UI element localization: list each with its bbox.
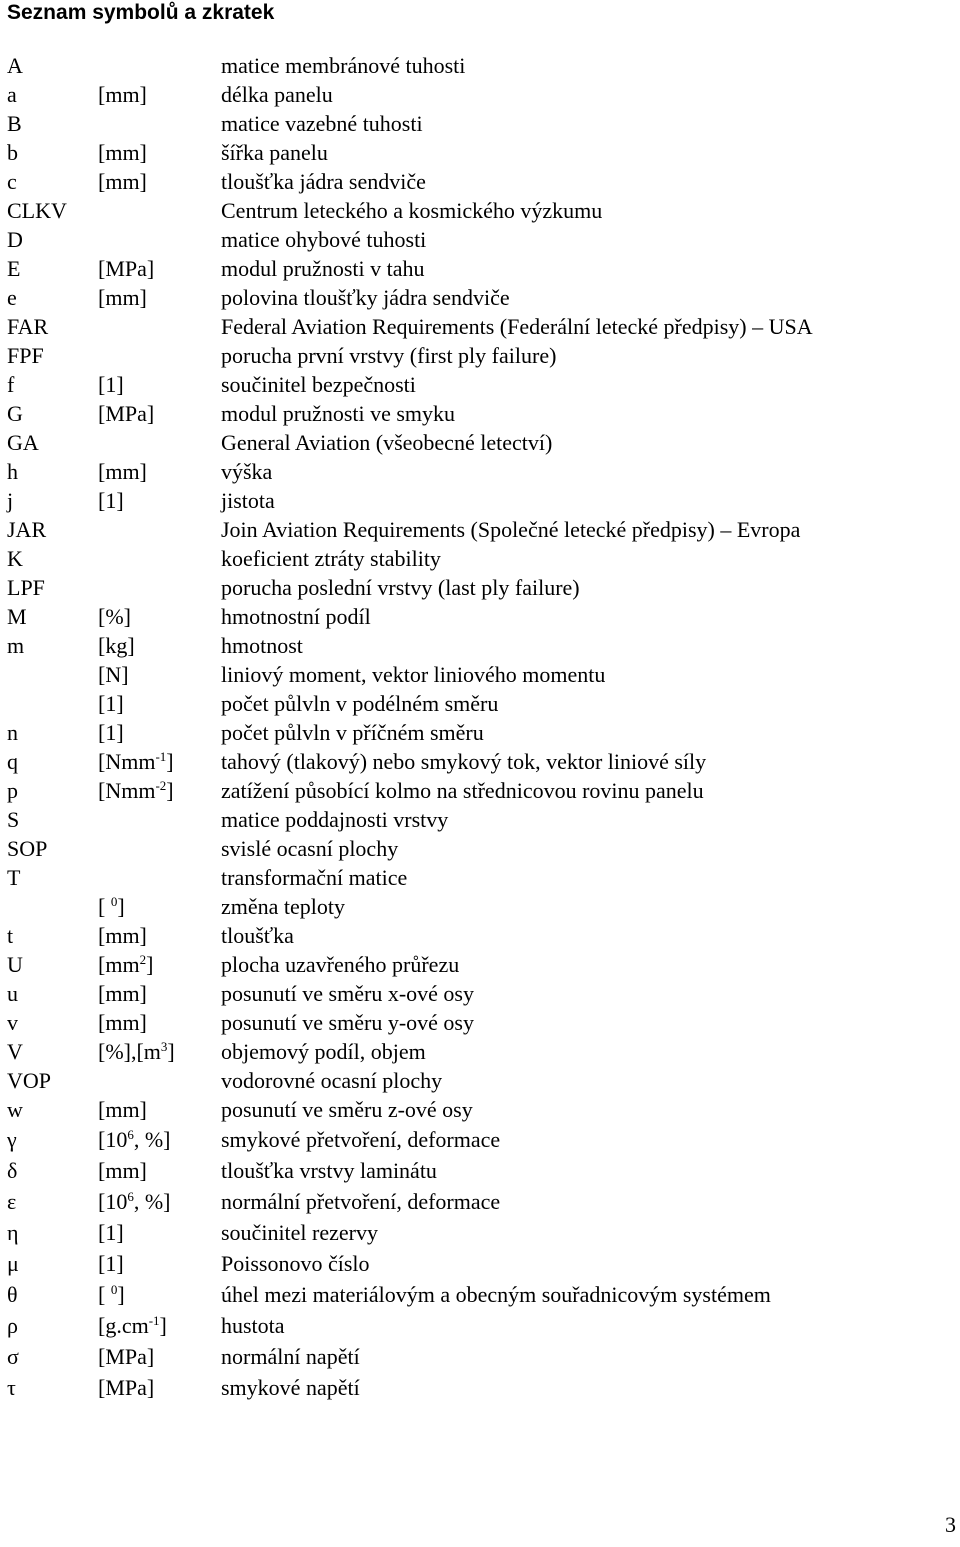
symbol-row (0, 1186, 960, 1217)
description: matice membránové tuhosti (221, 53, 466, 78)
unit-text: [Nmm (98, 778, 156, 803)
unit (98, 892, 125, 921)
symbol-row (0, 196, 960, 225)
unit (98, 399, 154, 428)
symbol: JAR (7, 517, 47, 542)
symbol-row (0, 457, 960, 486)
unit-text: [MPa] (98, 1375, 155, 1400)
symbol-list (0, 51, 960, 1403)
unit-text: [mm] (98, 169, 147, 194)
unit-text: [MPa] (98, 256, 155, 281)
symbol-row (0, 1124, 960, 1155)
unit-exponent: 0 (110, 1282, 118, 1297)
description: modul pružnosti v tahu (221, 256, 425, 281)
symbol: V (7, 1039, 23, 1064)
symbol: ε (7, 1189, 17, 1214)
symbol-row (0, 1279, 960, 1310)
description: transformační matice (221, 865, 408, 890)
unit-text: [10 (98, 1189, 128, 1214)
symbol-row (0, 747, 960, 776)
symbol-row (0, 254, 960, 283)
unit-text-end: ] (146, 952, 154, 977)
unit-text: [mm] (98, 285, 147, 310)
symbol-row (0, 1341, 960, 1372)
unit (98, 776, 174, 805)
symbol: K (7, 546, 23, 571)
unit (98, 718, 124, 747)
symbol-row (0, 689, 960, 718)
description: liniový moment, vektor liniového momentu (221, 662, 606, 687)
symbol-row (0, 573, 960, 602)
symbol: A (7, 53, 23, 78)
unit-text: [%],[m (98, 1039, 161, 1064)
symbol-row (0, 1037, 960, 1066)
symbol-row (0, 1066, 960, 1095)
unit-text: [1] (98, 372, 124, 397)
symbol-row (0, 486, 960, 515)
unit-text-end: ] (167, 1039, 175, 1064)
symbol: θ (7, 1282, 18, 1307)
symbol: GA (7, 430, 39, 455)
description: General Aviation (všeobecné letectví) (221, 430, 553, 455)
unit (98, 631, 135, 660)
unit-text: [mm] (98, 82, 147, 107)
symbol: σ (7, 1344, 19, 1369)
symbol-row (0, 1372, 960, 1403)
symbol: u (7, 981, 18, 1006)
description: součinitel bezpečnosti (221, 372, 416, 397)
unit-exponent: -2 (155, 778, 167, 793)
symbol-row (0, 80, 960, 109)
description: počet půlvln v příčném směru (221, 720, 484, 745)
unit-text: [g.cm (98, 1313, 149, 1338)
description: tloušťka jádra sendviče (221, 169, 426, 194)
description: hmotnost (221, 633, 303, 658)
symbol: γ (7, 1127, 17, 1152)
unit (98, 457, 147, 486)
unit-text: [mm] (98, 981, 147, 1006)
symbol-row (0, 1310, 960, 1341)
unit-text: [MPa] (98, 1344, 155, 1369)
symbol: h (7, 459, 18, 484)
unit (98, 921, 147, 950)
description: matice vazebné tuhosti (221, 111, 423, 136)
unit-text: [mm] (98, 459, 147, 484)
symbol-row (0, 718, 960, 747)
unit (98, 979, 147, 1008)
unit-exponent: -1 (148, 1313, 160, 1328)
description: smykové přetvoření, deformace (221, 1127, 501, 1152)
unit-text: [Nmm (98, 749, 156, 774)
description: posunutí ve směru y-ové osy (221, 1010, 474, 1035)
unit (98, 370, 124, 399)
symbol: τ (7, 1375, 16, 1400)
symbol: G (7, 401, 23, 426)
unit (98, 660, 129, 689)
symbol-row (0, 834, 960, 863)
unit-text: [mm] (98, 140, 147, 165)
description: výška (221, 459, 273, 484)
symbol: c (7, 169, 17, 194)
symbol-row (0, 1155, 960, 1186)
page-number: 3 (945, 1512, 956, 1537)
symbol-row (0, 399, 960, 428)
unit (98, 950, 153, 979)
symbol: μ (7, 1251, 19, 1276)
symbol-row (0, 1008, 960, 1037)
description: plocha uzavřeného průřezu (221, 952, 460, 977)
unit-text: [1] (98, 1251, 124, 1276)
symbol-row (0, 341, 960, 370)
symbol-row (0, 776, 960, 805)
unit-text: [1] (98, 720, 124, 745)
description: koeficient ztráty stability (221, 546, 441, 571)
unit (98, 1124, 170, 1155)
description: Join Aviation Requirements (Společné letecké předpisy) – Evropa (221, 517, 801, 542)
symbol: E (7, 256, 21, 281)
symbol: t (7, 923, 14, 948)
unit (98, 747, 174, 776)
description: úhel mezi materiálovým a obecným souřadnicovým systémem (221, 1282, 771, 1307)
symbol-row (0, 979, 960, 1008)
unit (98, 1310, 167, 1341)
unit (98, 254, 154, 283)
description: Centrum leteckého a kosmického výzkumu (221, 198, 603, 223)
symbol-row (0, 109, 960, 138)
description: počet půlvln v podélném směru (221, 691, 499, 716)
description: hmotnostní podíl (221, 604, 371, 629)
description: porucha první vrstvy (first ply failure) (221, 343, 557, 368)
description: hustota (221, 1313, 285, 1338)
unit-text: [N] (98, 662, 129, 687)
symbol-row (0, 51, 960, 80)
unit-text: [mm] (98, 1010, 147, 1035)
description: svislé ocasní plochy (221, 836, 399, 861)
description: porucha poslední vrstvy (last ply failure) (221, 575, 580, 600)
unit-text: [mm] (98, 923, 147, 948)
description: normální přetvoření, deformace (221, 1189, 501, 1214)
description: tahový (tlakový) nebo smykový tok, vektor liniové síly (221, 749, 707, 774)
unit (98, 1372, 154, 1403)
unit (98, 1186, 170, 1217)
description: Poissonovo číslo (221, 1251, 370, 1276)
description: normální napětí (221, 1344, 360, 1369)
unit-text-end: ] (117, 894, 125, 919)
symbol: M (7, 604, 27, 629)
symbol-row (0, 283, 960, 312)
symbol-row (0, 863, 960, 892)
description: objemový podíl, objem (221, 1039, 426, 1064)
symbol: n (7, 720, 18, 745)
page-title: Seznam symbolů a zkratek (7, 1, 275, 24)
symbol: η (7, 1220, 19, 1245)
symbol: U (7, 952, 23, 977)
description: tloušťka vrstvy laminátu (221, 1158, 437, 1183)
description: Federal Aviation Requirements (Federální letecké předpisy) – USA (221, 314, 813, 339)
symbol: T (7, 865, 21, 890)
symbol: m (7, 633, 25, 658)
unit-text: [kg] (98, 633, 135, 658)
symbol: e (7, 285, 17, 310)
symbol-row (0, 631, 960, 660)
description: posunutí ve směru z-ové osy (221, 1097, 473, 1122)
description: součinitel rezervy (221, 1220, 378, 1245)
unit-exponent: 6 (127, 1127, 134, 1142)
symbol-row (0, 370, 960, 399)
symbol-row (0, 544, 960, 573)
unit (98, 138, 147, 167)
description: posunutí ve směru x-ové osy (221, 981, 474, 1006)
symbol: SOP (7, 836, 48, 861)
description: vodorovné ocasní plochy (221, 1068, 443, 1093)
unit (98, 1248, 124, 1279)
symbol-row (0, 138, 960, 167)
unit-text: [1] (98, 488, 124, 513)
symbol-row (0, 805, 960, 834)
symbol: p (7, 778, 18, 803)
unit-text: [MPa] (98, 401, 155, 426)
description: matice poddajnosti vrstvy (221, 807, 449, 832)
unit-text-end: , %] (133, 1189, 171, 1214)
unit-text: [%] (98, 604, 131, 629)
symbol: a (7, 82, 17, 107)
description: smykové napětí (221, 1375, 360, 1400)
description: šířka panelu (221, 140, 328, 165)
unit (98, 283, 147, 312)
symbol: FPF (7, 343, 44, 368)
unit (98, 486, 124, 515)
symbol-row (0, 1095, 960, 1124)
unit (98, 689, 124, 718)
symbol-row (0, 167, 960, 196)
symbol-row (0, 892, 960, 921)
symbol: b (7, 140, 18, 165)
description: jistota (221, 488, 275, 513)
symbol-row (0, 428, 960, 457)
unit (98, 1095, 147, 1124)
symbol-row (0, 921, 960, 950)
symbol: S (7, 807, 20, 832)
unit-exponent: 2 (139, 952, 147, 967)
symbol: δ (7, 1158, 18, 1183)
symbol-row (0, 950, 960, 979)
symbol: v (7, 1010, 18, 1035)
unit-text-end: ] (166, 749, 174, 774)
unit-text: [mm] (98, 1097, 147, 1122)
symbol-row (0, 312, 960, 341)
symbol-row (0, 1248, 960, 1279)
symbol: w (7, 1097, 23, 1122)
description: tloušťka (221, 923, 294, 948)
unit (98, 1341, 154, 1372)
symbol: q (7, 749, 18, 774)
symbol: D (7, 227, 23, 252)
unit-text-end: ] (159, 1313, 167, 1338)
symbol: LPF (7, 575, 45, 600)
symbol-row (0, 225, 960, 254)
unit-text-end: , %] (133, 1127, 171, 1152)
unit (98, 1037, 175, 1066)
symbol: VOP (7, 1068, 52, 1093)
unit-exponent: 0 (110, 894, 118, 909)
unit-exponent: -1 (155, 749, 167, 764)
symbol: B (7, 111, 22, 136)
symbol: CLKV (7, 198, 67, 223)
unit (98, 80, 147, 109)
unit-text: [mm] (98, 1158, 147, 1183)
unit-text: [1] (98, 691, 124, 716)
unit (98, 1155, 147, 1186)
unit-text: [ (98, 894, 111, 919)
unit (98, 1217, 124, 1248)
symbol: j (7, 488, 14, 513)
description: zatížení působící kolmo na střednicovou rovinu panelu (221, 778, 704, 803)
unit-text: [mm (98, 952, 140, 977)
unit-text: [ (98, 1282, 111, 1307)
description: modul pružnosti ve smyku (221, 401, 456, 426)
unit-text-end: ] (117, 1282, 125, 1307)
unit (98, 1008, 147, 1037)
symbol-row (0, 660, 960, 689)
symbol-row (0, 1217, 960, 1248)
description: polovina tloušťky jádra sendviče (221, 285, 510, 310)
symbol-row (0, 602, 960, 631)
unit-text: [10 (98, 1127, 128, 1152)
symbol-row (0, 515, 960, 544)
unit (98, 1279, 125, 1310)
unit-exponent: 6 (127, 1189, 134, 1204)
unit (98, 602, 131, 631)
symbol: FAR (7, 314, 49, 339)
unit-exponent: 3 (160, 1039, 168, 1054)
description: změna teploty (221, 894, 346, 919)
unit (98, 167, 147, 196)
description: matice ohybové tuhosti (221, 227, 427, 252)
symbol: ρ (7, 1313, 18, 1338)
symbol: f (7, 372, 15, 397)
unit-text-end: ] (166, 778, 174, 803)
unit-text: [1] (98, 1220, 124, 1245)
description: délka panelu (221, 82, 333, 107)
